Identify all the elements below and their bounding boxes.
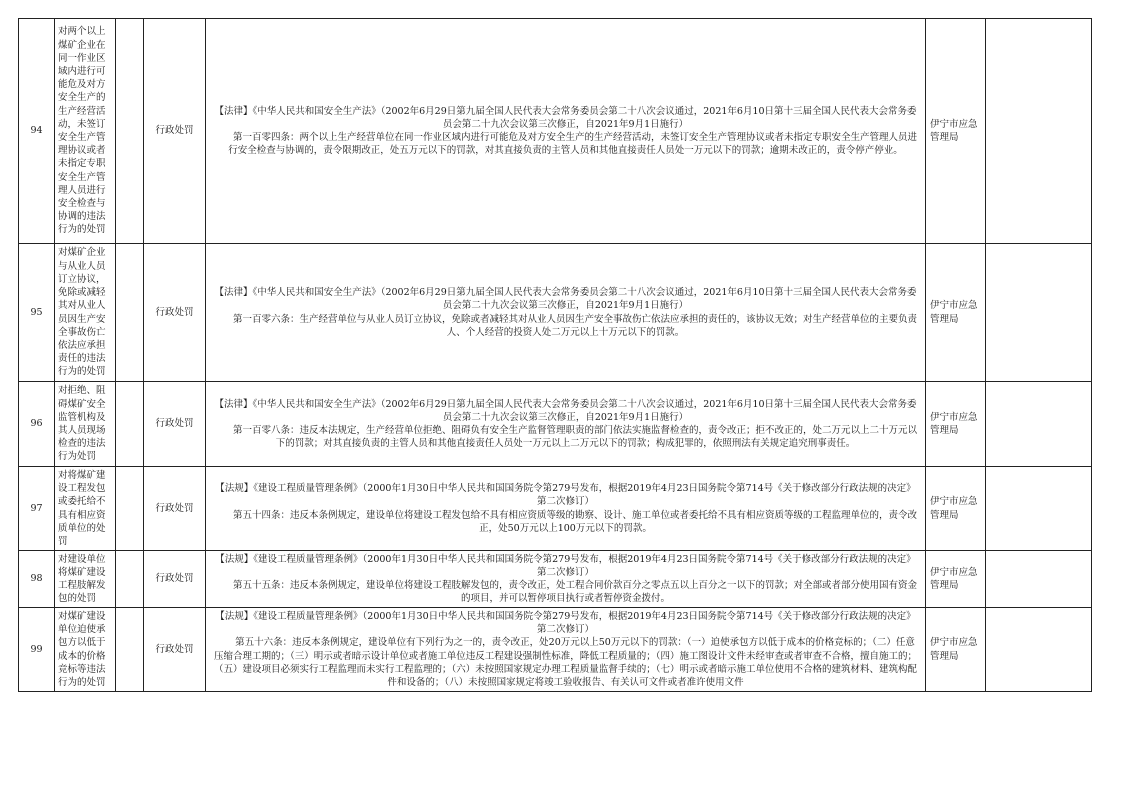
empty-cell: [986, 382, 1092, 467]
table-row: [19, 608, 1092, 692]
law-article: 第一百零六条：生产经营单位与从业人员订立协议，免除或者减轻其对从业人员因生产安全事故伤亡依法应承担的责任的，该协议无效；对生产经营单位的主要负责人、个人经营的投资人处二万元以上十万元以下的罚款。: [232, 313, 917, 338]
table-row: [19, 244, 1092, 382]
empty-cell: [116, 551, 144, 608]
department: 伊宁市应急管理局: [926, 244, 986, 382]
row-number: 94: [19, 19, 55, 244]
legal-basis: [206, 551, 926, 608]
empty-cell: [116, 608, 144, 692]
item-name: 对煤矿企业与从业人员订立协议，免除或减轻其对从业人员因生产安全事故伤亡依法应承担责任的违法行为的处罚: [55, 244, 116, 382]
department: 伊宁市应急管理局: [926, 467, 986, 551]
item-name: 对煤矿建设单位迫使承包方以低于成本的价格竞标等违法行为的处罚: [55, 608, 116, 692]
row-number: 99: [19, 608, 55, 692]
item-type: 行政处罚: [144, 467, 206, 551]
row-number: 98: [19, 551, 55, 608]
law-article: 第五十四条：违反本条例规定，建设单位将建设工程发包给不具有相应资质等级的勘察、设计、施工单位或者委托给不具有相应资质等级的工程监理单位的，责令改正，处50万元以上100万元以下的罚款。: [232, 509, 917, 534]
empty-cell: [116, 244, 144, 382]
department: 伊宁市应急管理局: [926, 551, 986, 608]
law-citation: 【法规】《建设工程质量管理条例》（2000年1月30日中华人民共和国国务院令第279号发布，根据2019年4月23日国务院令第714号《关于修改部分行政法规的决定》第二次修订）: [215, 483, 916, 508]
item-type: 行政处罚: [144, 19, 206, 244]
empty-cell: [986, 19, 1092, 244]
department: 伊宁市应急管理局: [926, 19, 986, 244]
table-row: [19, 382, 1092, 467]
table-row: [19, 551, 1092, 608]
empty-cell: [986, 244, 1092, 382]
legal-basis: [206, 467, 926, 551]
empty-cell: [116, 382, 144, 467]
item-name: 对拒绝、阻碍煤矿安全监管机构及其人员现场检查的违法行为处罚: [55, 382, 116, 467]
item-type: 行政处罚: [144, 551, 206, 608]
table-row: [19, 19, 1092, 244]
item-type: 行政处罚: [144, 382, 206, 467]
item-type: 行政处罚: [144, 244, 206, 382]
item-name: 对两个以上煤矿企业在同一作业区域内进行可能危及对方安全生产的生产经营活动，未签订安全生产管理协议或者未指定专职安全生产管理人员进行安全检查与协调的违法行为的处罚: [55, 19, 116, 244]
table-row: [19, 467, 1092, 551]
item-type: 行政处罚: [144, 608, 206, 692]
law-article: 第一百零四条：两个以上生产经营单位在同一作业区域内进行可能危及对方安全生产的生产经营活动，未签订安全生产管理协议或者未指定专职安全生产管理人员进行安全检查与协调的，责令限期改正，处五万元以下的罚款，对其直接负责的主管人员和其他直接责任人员处一万元以下的罚款；逾期未改正的，责令停产停业。: [228, 132, 917, 157]
law-citation: 【法律】《中华人民共和国安全生产法》（2002年6月29日第九届全国人民代表大会常务委员会第二十八次会议通过，2021年6月10日第十三届全国人民代表大会常务委员会第二十九次会议第三次修正，自2021年9月1日施行）: [214, 287, 917, 312]
law-enforcement-table: [18, 18, 1092, 692]
item-name: 对建设单位将煤矿建设工程肢解发包的处罚: [55, 551, 116, 608]
department: 伊宁市应急管理局: [926, 382, 986, 467]
law-citation: 【法律】《中华人民共和国安全生产法》（2002年6月29日第九届全国人民代表大会常务委员会第二十八次会议通过，2021年6月10日第十三届全国人民代表大会常务委员会第二十九次会议第三次修正，自2021年9月1日施行）: [214, 105, 917, 130]
row-number: 97: [19, 467, 55, 551]
empty-cell: [986, 551, 1092, 608]
empty-cell: [986, 608, 1092, 692]
empty-cell: [116, 467, 144, 551]
legal-basis: [206, 19, 926, 244]
row-number: 95: [19, 244, 55, 382]
law-article: 第一百零八条：违反本法规定，生产经营单位拒绝、阻碍负有安全生产监督管理职责的部门依法实施监督检查的，责令改正；拒不改正的，处二万元以上二十万元以下的罚款；对其直接负责的主管人员和其他直接责任人员处一万元以上二万元以下的罚款；构成犯罪的，依照刑法有关规定追究刑事责任。: [232, 425, 917, 450]
law-article: 第五十五条：违反本条例规定，建设单位将建设工程肢解发包的，责令改正，处工程合同价款百分之零点五以上百分之一以下的罚款；对全部或者部分使用国有资金的项目，并可以暂停项目执行或者暂停资金拨付。: [232, 580, 917, 605]
law-citation: 【法律】《中华人民共和国安全生产法》（2002年6月29日第九届全国人民代表大会常务委员会第二十八次会议通过，2021年6月10日第十三届全国人民代表大会常务委员会第二十九次会议第三次修正，自2021年9月1日施行）: [214, 398, 917, 423]
legal-basis: [206, 382, 926, 467]
law-citation: 【法规】《建设工程质量管理条例》（2000年1月30日中华人民共和国国务院令第279号发布，根据2019年4月23日国务院令第714号《关于修改部分行政法规的决定》第二次修订）: [215, 553, 916, 578]
empty-cell: [116, 19, 144, 244]
legal-basis: [206, 244, 926, 382]
law-citation: 【法规】《建设工程质量管理条例》（2000年1月30日中华人民共和国国务院令第279号发布，根据2019年4月23日国务院令第714号《关于修改部分行政法规的决定》第二次修订）: [215, 610, 916, 636]
legal-basis: [206, 608, 926, 692]
department: 伊宁市应急管理局: [926, 608, 986, 692]
empty-cell: [986, 467, 1092, 551]
law-article: 第五十六条：违反本条例规定，建设单位有下列行为之一的，责令改正，处20万元以上50万元以下的罚款：（一）迫使承包方以低于成本的价格竞标的；（二）任意压缩合理工期的；（三）明示或者暗示设计单位或者施工单位违反工程建设强制性标准，降低工程质量的；（四）施工图设计文件未经审查或者审查不合格，擅自施工的；（五）建设项目必须实行工程监理而未实行工程监理的；（六）未按照国家规定办理工程质量监督手续的；（七）明示或者暗示施工单位使用不合格的建筑材料、建筑构配件和设备的；（八）未按照国家规定将竣工验收报告、有关认可文件或者准许使用文件: [213, 637, 917, 688]
row-number: 96: [19, 382, 55, 467]
item-name: 对将煤矿建设工程发包或委托给不具有相应资质单位的处罚: [55, 467, 116, 551]
